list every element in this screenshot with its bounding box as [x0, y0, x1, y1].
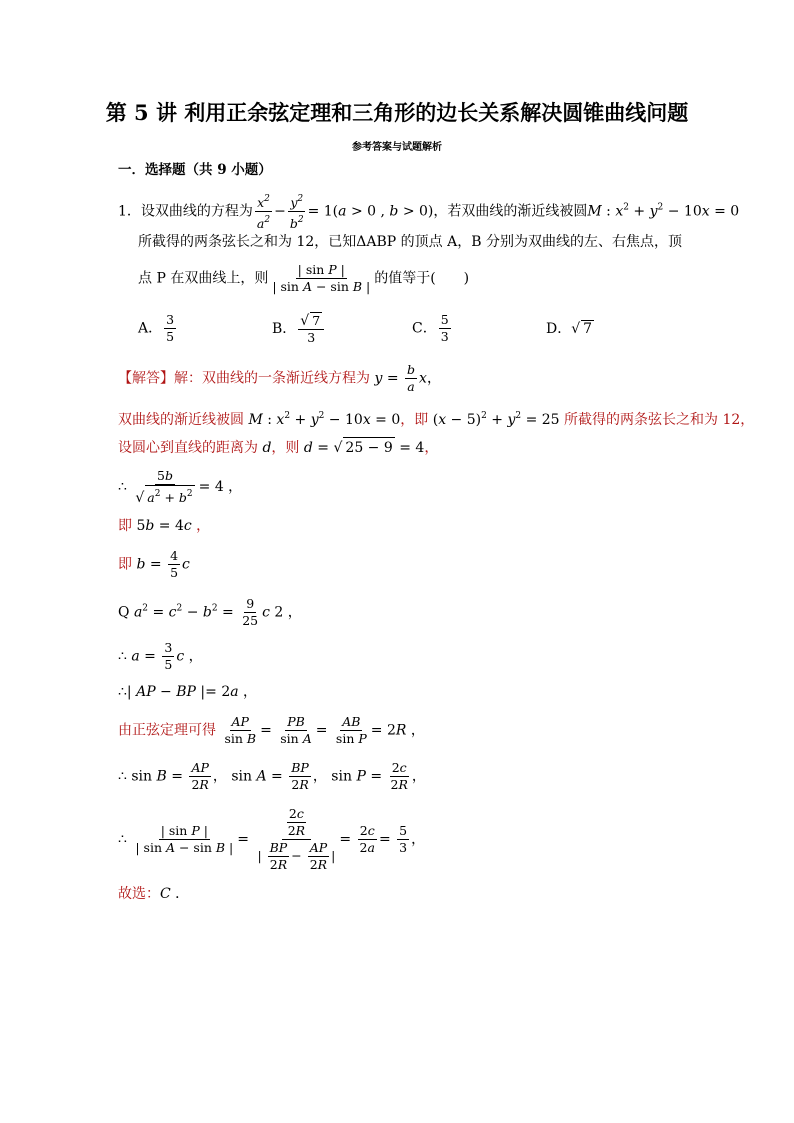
- section-heading: 一．选择题（共 9 小题）: [118, 162, 272, 178]
- solution-line-2: 双曲线的渐近线被圆 M : $x^2 + y^2 - 10x = 0$，即 $(x - 5)^2 + y^2 = 25$ 所截得的两条弦长之和为 12，: [118, 411, 755, 428]
- question-stem-3b: 的值等于( ): [374, 270, 470, 287]
- hyperbola-term-x: $\frac{x^2}{a^2}$: [255, 191, 272, 232]
- solution-line-5: 即 5b = 4c ，: [118, 518, 211, 534]
- solution-line-1: 【解答】解：双曲线的一条渐近线方程为 y = $\frac{b}{a}$ x，: [118, 362, 441, 394]
- solution-line-7: Q $a^2 = c^2 - b^2$ = $\frac{9}{25}$ c 2 ，: [118, 596, 302, 628]
- solution-line-6: 即 b = $\frac{4}{5}$ c: [118, 548, 190, 580]
- option-a[interactable]: A． $\frac{3}{5}$: [138, 312, 175, 344]
- option-c[interactable]: C． $\frac{5}{3}$: [412, 312, 449, 344]
- document-subtitle: 参考答案与试题解析: [352, 142, 442, 153]
- target-expression: $\frac{\text{| sin P |}}{\text{| sin A − sin B |}}$: [272, 262, 371, 294]
- solution-line-11: ∴ sin B = $\frac{AP}{2R}$ ， sin A = $\frac{BP}{2R}$ ， sin P = $\frac{2c}{2R}$ ，: [118, 760, 426, 792]
- question-line-3: [138, 262, 469, 295]
- solution-line-10: 由正弦定理可得 $\frac{AP}{\text{sin B}}$ = $\frac{PB}{\text{sin A}}$ = $\frac{AB}{\text{sin P}}$ = 2R ，: [118, 714, 425, 746]
- solution-line-3: 设圆心到直线的距离为 d，则 d = √ 25 − 9 = 4，: [118, 437, 438, 458]
- solution-tag: 【解答】: [118, 370, 174, 387]
- option-d[interactable]: D．√ 7: [546, 321, 593, 337]
- solution-line-13: 故选：C ．: [118, 886, 190, 902]
- question-line-1: 1．设双曲线的方程为 $\frac{x^2}{a^2}$ − $\frac{y^2}{b^2}$ = 1(a > 0 , b > 0)，若双曲线的渐近线被圆M : $x^2 + y^2 - 10x = 0$: [118, 191, 739, 232]
- question-line-2: 所截得的两条弦长之和为 12，已知ΔABP 的顶点 A，B 分别为双曲线的左、右焦点，顶: [138, 234, 682, 250]
- hyperbola-term-y: $\frac{y^2}{b^2}$: [288, 191, 306, 232]
- solution-line-9: ∴| AP − BP |= 2a ，: [118, 684, 258, 700]
- question-stem-1b: ，若双曲线的渐近线被圆: [433, 203, 588, 220]
- document-title: 第 5 讲 利用正余弦定理和三角形的边长关系解决圆锥曲线问题: [105, 100, 689, 125]
- question-stem-1a: 设双曲线的方程为: [140, 203, 253, 220]
- solution-line-8: ∴ a = $\frac{3}{5}$ c ，: [118, 640, 203, 672]
- solution-line-4: ∴ $\frac{5b}{√ a^2 + b^2}$ = 4 ，: [118, 468, 243, 506]
- option-b[interactable]: B． $\frac{√ 7}{3}$: [272, 312, 326, 346]
- question-stem-3a: 点 P 在双曲线上，则: [138, 270, 269, 287]
- question-number: 1．: [118, 203, 141, 220]
- solution-line-12: ∴ $\frac{\text{| sin P |}}{\text{| sin A − sin B |}}$ = $\frac{2c}{2R}$ | $\frac{BP}{2R}$ − $\frac{AP}{2R}$ | = $\frac{2c}{2a}$ = $\frac{5}{3}$ ，: [118, 806, 426, 872]
